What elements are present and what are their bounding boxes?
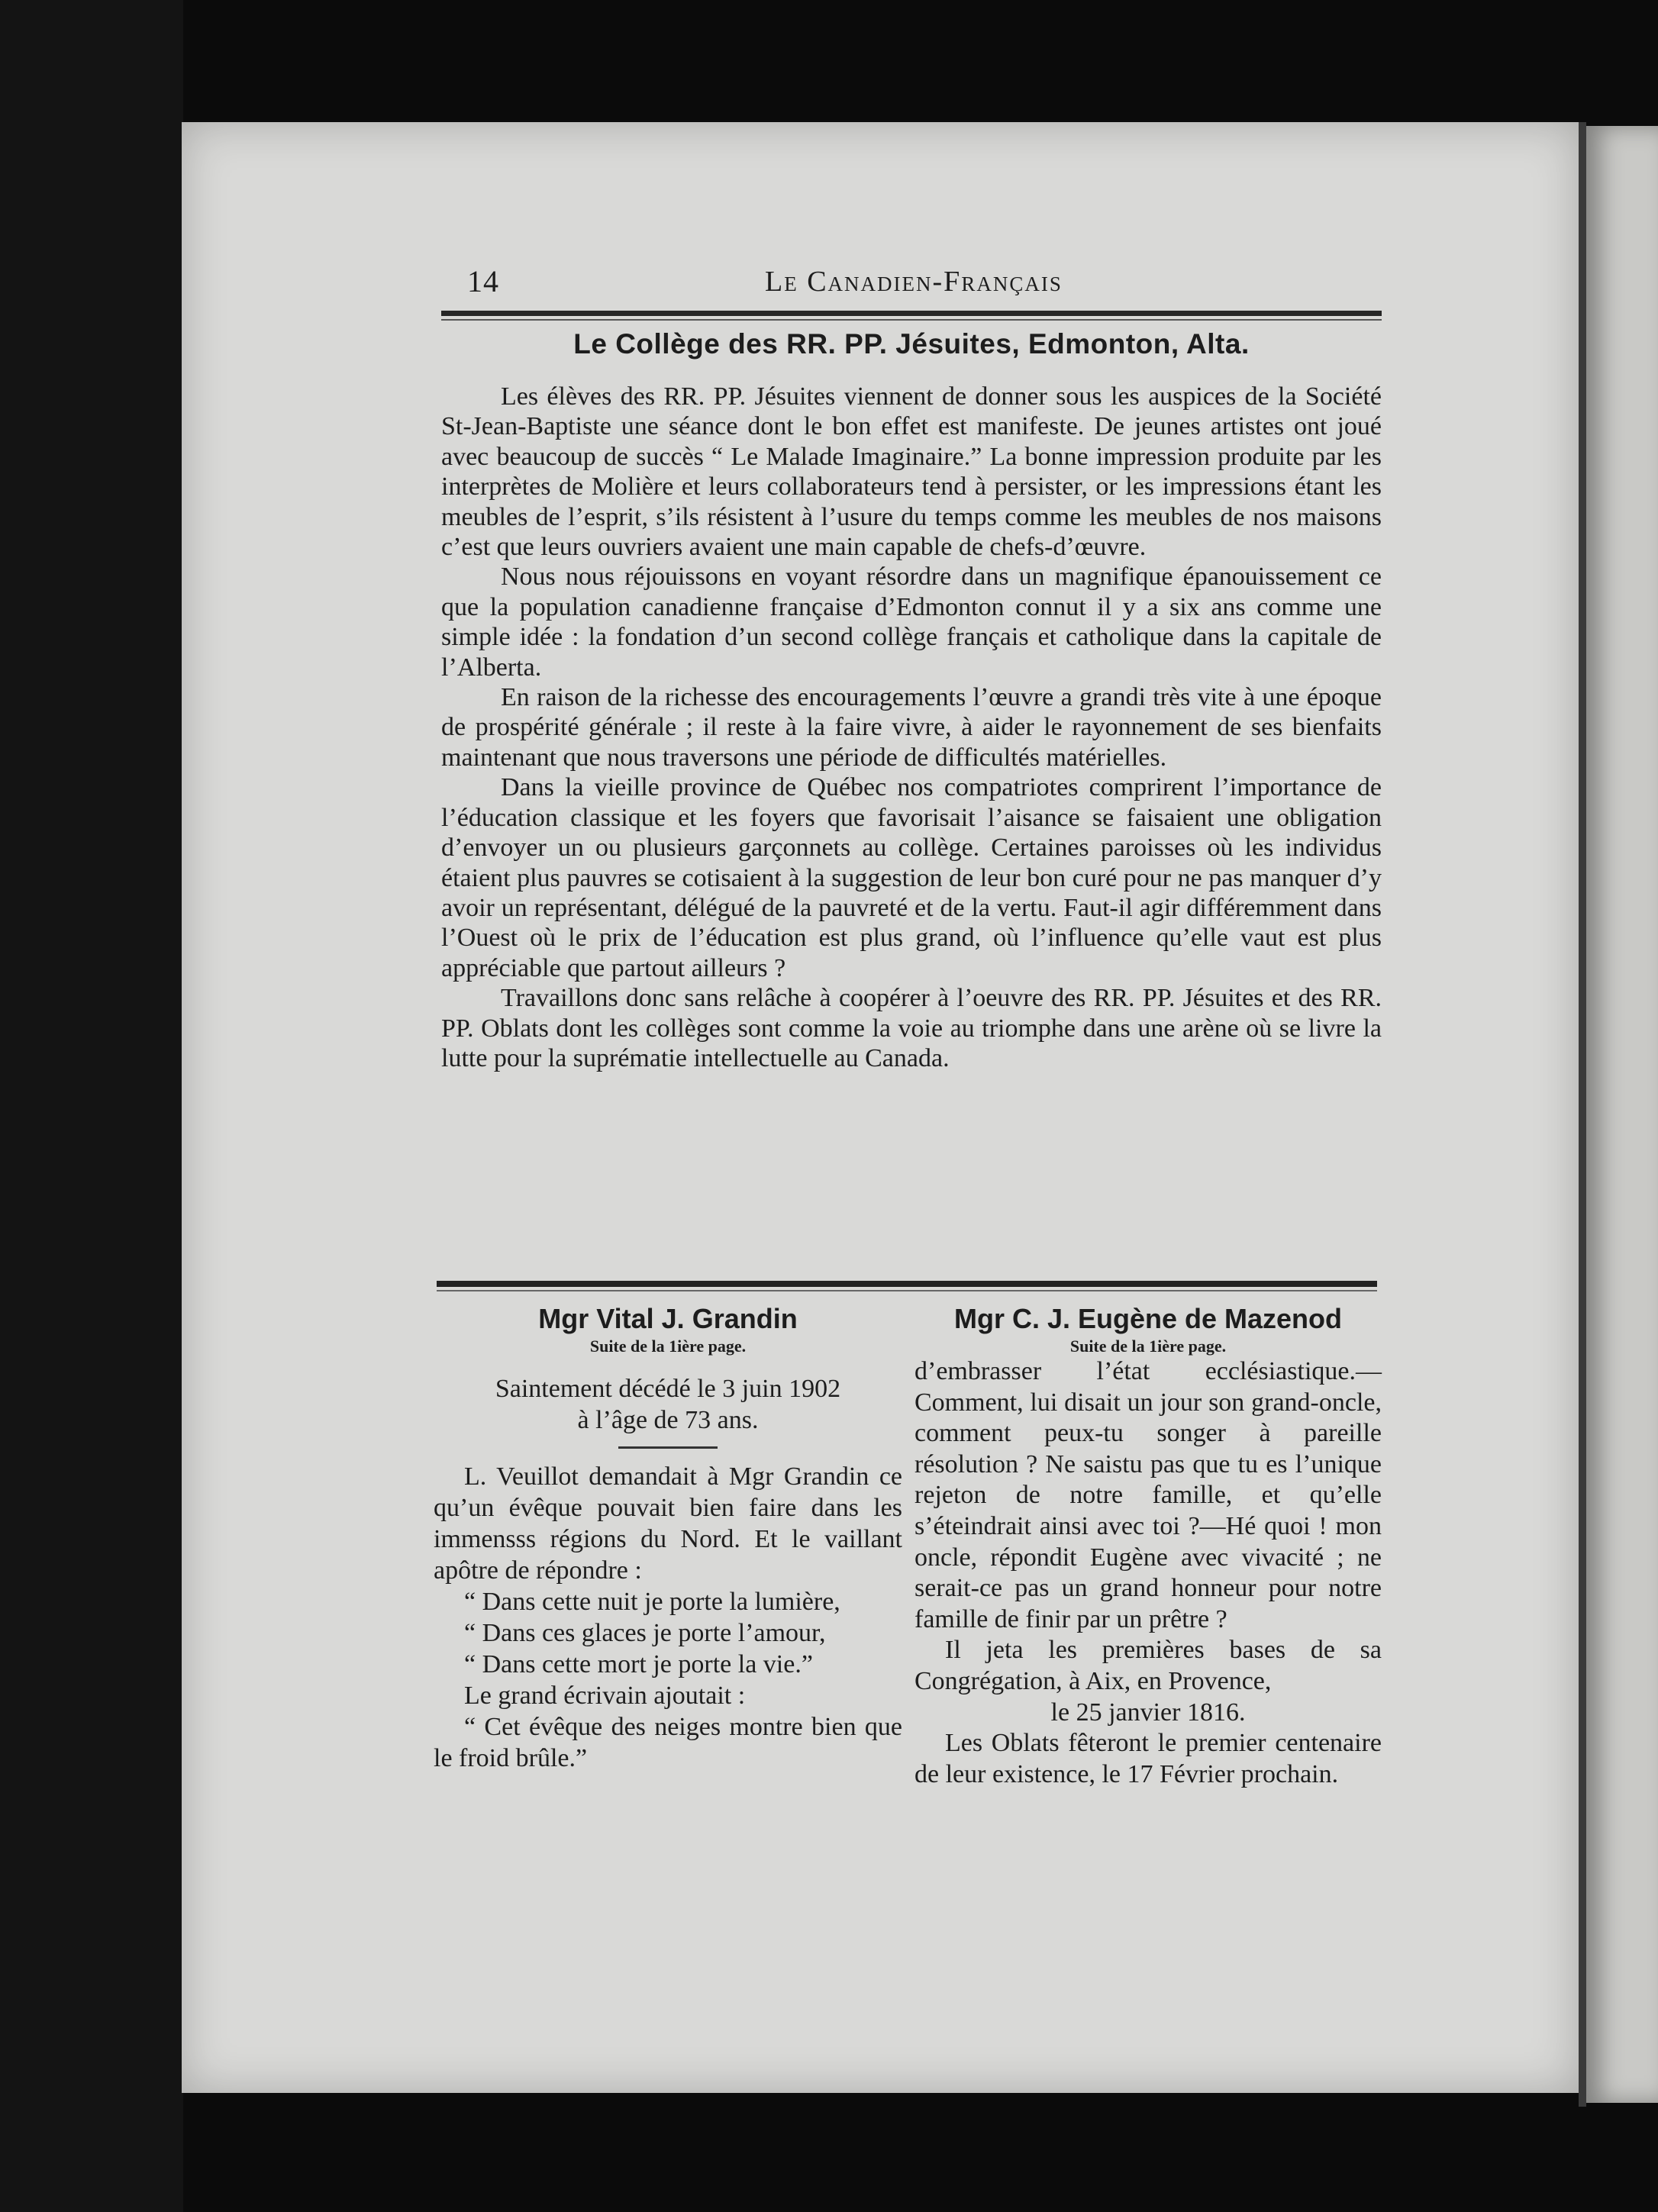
page-number: 14 <box>467 264 499 298</box>
article-paragraph: Les élèves des RR. PP. Jésuites viennent de donner sous les auspices de la Société St-Jean-Baptiste une séance dont le bon effet est manifeste. De jeunes artistes ont joué avec beaucoup de succès “ Le Malade Imaginaire.” La bonne impression produite par les interprètes de Molière et leurs collaborateurs tend à persister, or les impressions étant les meubles de l’esprit, s’ils résistent à l’usure du temps comme les meubles de nos maisons c’est que leurs ouvriers avaient une main capable de chefs-d’œuvre. <box>441 382 1382 562</box>
quote-line: “ Dans cette mort je porte la vie.” <box>464 1650 813 1678</box>
mazenod-column <box>914 1301 1382 1790</box>
age-line: à l’âge de 73 ans. <box>577 1406 759 1434</box>
short-divider <box>618 1446 718 1449</box>
column-subtitle: Suite de la 1ière page. <box>589 1337 747 1356</box>
scan-background <box>0 0 183 2212</box>
article-paragraph: En raison de la richesse des encouragements l’œuvre a grandi très vite à une époque de prospérité générale ; il reste à la faire vivre, à aider le rayonnement de ses bienfaits maintenant que nous traversons une période de difficultés matérielles. <box>441 683 1382 772</box>
column-paragraph: Il jeta les premières bases de sa Congrégation, à Aix, en Provence, <box>914 1636 1382 1695</box>
article-paragraph: Dans la vieille province de Québec nos compatriotes comprirent l’importance de l’éducation classique et les foyers que favorisait l’aisance se faisaient une obligation d’envoyer un ou plusieurs garçonnets au collège. Certaines paroisses où les individus étaient plus pauvres se cotisaient à la suggestion de leur bon curé pour ne pas manquer d’y avoir un représentant, délégué de la pauvreté et de la vertu. Faut-il agir différemment dans l’Ouest où le prix de l’éducation est plus grand, où l’influence qu’elle vaut est plus appréciable que partout ailleurs ? <box>441 773 1382 982</box>
section-divider <box>437 1281 1377 1287</box>
article-paragraph: Travaillons donc sans relâche à coopérer à l’oeuvre des RR. PP. Jésuites et des RR. PP. Oblats dont les collèges sont comme la voie au triomphe dans une arène où se livre la lutte pour la suprématie intellectuelle au Canada. <box>441 984 1382 1072</box>
quote-line: “ Dans ces glaces je porte l’amour, <box>464 1619 826 1647</box>
page-gutter <box>1579 122 1586 2107</box>
death-line: Saintement décédé le 3 juin 1902 <box>495 1375 841 1403</box>
header-rule-thin <box>441 319 1382 321</box>
article-body <box>441 382 1382 1073</box>
header-rule <box>441 311 1382 316</box>
quote-line: “ Cet évêque des neiges montre bien que le froid brûle.” <box>434 1713 902 1772</box>
facing-page-edge <box>1586 126 1658 2103</box>
date-line: le 25 janvier 1816. <box>1050 1698 1246 1727</box>
column-title: Mgr Vital J. Grandin <box>538 1303 798 1334</box>
column-paragraph: L. Veuillot demandait à Mgr Grandin ce qu’un évêque pouvait bien faire dans les immensss régions du Nord. Et le vaillant apôtre de répondre : <box>434 1462 902 1585</box>
column-paragraph: d’embrasser l’état ecclésiastique.— Comment, lui disait un jour son grand-oncle, comment peux-tu songer à pareille résolution ? Ne saistu pas que tu es l’unique rejeton de notre famille, et qu’elle s’éteindrait ainsi avec toi ?—Hé quoi ! mon oncle, répondit Eugène avec vivacité ; ne serait-ce pas un grand honneur pour notre famille de finir par un prêtre ? <box>914 1357 1382 1633</box>
grandin-column <box>434 1301 902 1774</box>
column-title: Mgr C. J. Eugène de Mazenod <box>953 1303 1343 1334</box>
running-header <box>467 263 1382 309</box>
article-title: Le Collège des RR. PP. Jésuites, Edmonton, Alta. <box>573 328 1250 360</box>
column-subtitle: Suite de la 1ière page. <box>1069 1337 1227 1356</box>
column-body <box>434 1373 902 1774</box>
quote-line: “ Dans cette nuit je porte la lumière, <box>464 1588 840 1616</box>
column-paragraph: Le grand écrivain ajoutait : <box>464 1682 746 1710</box>
column-body <box>914 1356 1382 1790</box>
article-paragraph: Nous nous réjouissons en voyant résordre dans un magnifique épanouissement ce que la population canadienne française d’Edmonton connut il y a six ans comme une simple idée : la fondation d’un second collège français et catholique dans la capitale de l’Alberta. <box>441 563 1382 682</box>
column-paragraph: Les Oblats fêteront le premier centenaire de leur existence, le 17 Février prochain. <box>914 1729 1382 1788</box>
section-divider-thin <box>437 1290 1377 1291</box>
journal-title: Le Canadien-Français <box>765 266 1063 298</box>
